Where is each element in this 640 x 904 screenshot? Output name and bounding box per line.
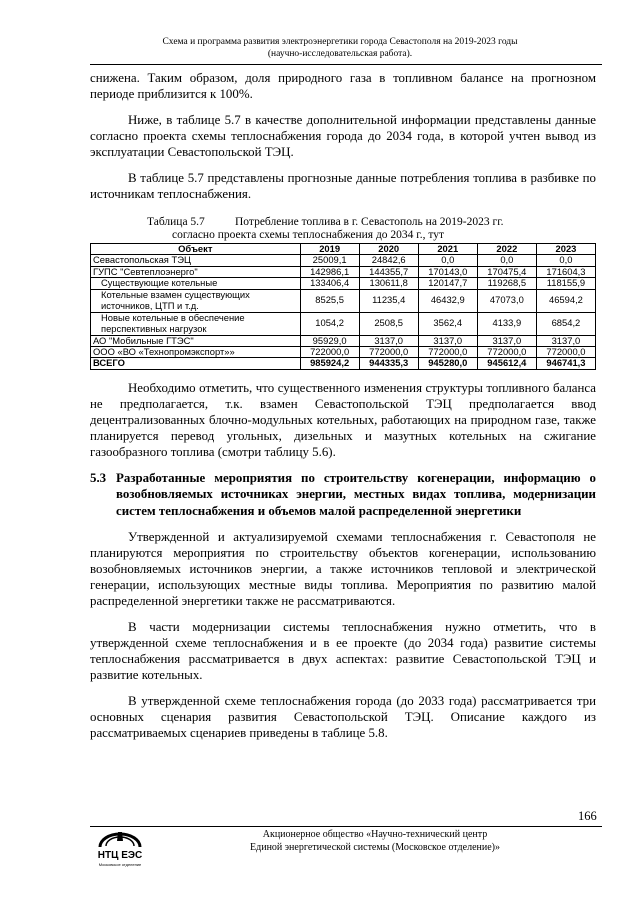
table-caption-label: Таблица 5.7 [147,216,205,228]
table-cell: 142986,1 [300,266,359,277]
table-row [91,347,596,358]
table-cell: 47073,0 [477,289,536,312]
table-cell-object: Существующие котельные [91,278,301,289]
table-cell: 772000,0 [477,347,536,358]
table-caption-line-2: согласно проекта схемы теплоснабжения до 2034 г., тут [172,229,444,241]
footer-line-1: Акционерное общество «Научно-технический центр [262,829,488,840]
table-header-row [91,244,596,255]
table-row [91,255,596,266]
table-header-cell: 2019 [300,244,359,255]
header-line-2: (научно-исследовательская работа). [267,49,413,59]
table-cell: 4133,9 [477,312,536,335]
table-cell: 119268,5 [477,278,536,289]
section-title: Разработанные мероприятия по строительству когенерации, информацию о возобновляемых источниках энергии, местных видах топлива, модернизации систем теплоснабжения и объемов малой распределенной энергетики [116,470,596,518]
table-cell: 944335,3 [359,358,418,369]
table-cell: 945612,4 [477,358,536,369]
table-caption-line-1: Потребление топлива в г. Севастополь на 2019-2023 гг. [235,216,504,228]
table-cell-object: ГУПС "Севтеплоэнерго" [91,266,301,277]
logo-text: НТЦ ЕЭС [97,850,143,861]
table-cell-object: Севастопольская ТЭЦ [91,255,301,266]
table-cell: 24842,6 [359,255,418,266]
page-footer [205,829,545,854]
table-row [91,312,596,335]
table-total-row [91,358,596,369]
table-cell: 46432,9 [418,289,477,312]
table-cell: 133406,4 [300,278,359,289]
table-header-cell: 2020 [359,244,418,255]
table-cell: 120147,7 [418,278,477,289]
table-header-cell: 2021 [418,244,477,255]
section-number: 5.3 [90,470,107,485]
paragraph-5: Утвержденной и актуализируемой схемами теплоснабжения г. Севастополя не планируются мероприятия по строительству объектов когенерации, использованию возобновляемых источников энергии, а также источников тепловой и электрической генерации, использующих местные виды топлива. Мероприятия по развитию малой распределенной энергетики также не рассматриваются. [90,530,596,609]
table-header-cell: 2023 [536,244,595,255]
table-cell: 46594,2 [536,289,595,312]
table-cell: 118155,9 [536,278,595,289]
table-cell: 2508,5 [359,312,418,335]
section-heading [90,470,596,520]
table-cell: 0,0 [536,255,595,266]
table-cell-object: АО "Мобильные ГТЭС" [91,335,301,346]
table-cell-object: Котельные взамен существующих источников, ЦТП и т.д. [91,289,301,312]
table-cell: 772000,0 [418,347,477,358]
table-cell: 3137,0 [359,335,418,346]
table-row [91,266,596,277]
table-caption [90,216,596,242]
table-header-cell: Объект [91,244,301,255]
page-header [90,36,590,60]
table-cell: 772000,0 [536,347,595,358]
table-header-cell: 2022 [477,244,536,255]
table-cell-object: ВСЕГО [91,358,301,369]
table-cell: 25009,1 [300,255,359,266]
paragraph-3: В таблице 5.7 представлены прогнозные данные потребления топлива в разбивке по источникам теплоснабжения. [90,171,596,201]
page-content [90,70,596,741]
paragraph-2: Ниже, в таблице 5.7 в качестве дополнительной информации представлены данные согласно проекта схемы теплоснабжения города до 2034 года, в которой учтен вывод из эксплуатации Севастопольской ТЭЦ. [90,113,596,159]
table-cell: 1054,2 [300,312,359,335]
logo-subtext: Московское отделение [98,862,142,867]
table-row [91,335,596,346]
table-cell: 171604,3 [536,266,595,277]
table-cell: 985924,2 [300,358,359,369]
table-cell: 722000,0 [300,347,359,358]
table-cell-object: Новые котельные в обеспечение перспективных нагрузок [91,312,301,335]
table-row [91,289,596,312]
fuel-consumption-table [90,243,596,370]
table-cell: 945280,0 [418,358,477,369]
table-cell: 8525,5 [300,289,359,312]
header-line-1: Схема и программа развития электроэнергетики города Севастополя на 2019-2023 годы [162,37,518,47]
table-cell: 0,0 [418,255,477,266]
table-cell: 3137,0 [477,335,536,346]
table-cell: 6854,2 [536,312,595,335]
table-cell-object: ООО «ВО «Технопромэкспорт»» [91,347,301,358]
paragraph-7: В утвержденной схеме теплоснабжения города (до 2033 года) рассматривается три основных сценария развития Севастопольской ТЭЦ. Описание каждого из рассматриваемых сценариев приведены в таблице 5.8. [90,694,596,741]
footer-line-2: Единой энергетической системы (Московское отделение)» [250,841,500,853]
paragraph-1: снижена. Таким образом, доля природного газа в топливном балансе на прогнозном периоде приблизится к 100%. [90,71,596,101]
table-cell: 3137,0 [418,335,477,346]
table-cell: 11235,4 [359,289,418,312]
table-cell: 95929,0 [300,335,359,346]
table-cell: 946741,3 [536,358,595,369]
table-cell: 144355,7 [359,266,418,277]
paragraph-6: В части модернизации системы теплоснабжения нужно отметить, что в утвержденной схеме теплоснабжения и в ее проекте (до 2034 года) развитие системы теплоснабжения рассматривается в двух аспектах: развитие Севастопольской ТЭЦ и развитие котельных. [90,620,596,683]
page-number: 166 [578,809,597,823]
table-cell: 3137,0 [536,335,595,346]
header-divider [90,64,602,65]
table-cell: 0,0 [477,255,536,266]
table-cell: 772000,0 [359,347,418,358]
table-cell: 170475,4 [477,266,536,277]
table-cell: 130611,8 [359,278,418,289]
table-row [91,278,596,289]
company-logo-icon [90,829,150,869]
footer-divider [90,826,602,827]
paragraph-4: Необходимо отметить, что существенного изменения структуры топливного баланса не предполагается, т.к. взамен Севастопольской ТЭЦ предполагается ввод децентрализованных блочно-модульных котельных, работающих на природном газе, также планируется перевод угольных, дизельных и мазутных котельных на сжигание газообразного топлива (смотри таблицу 5.6). [90,380,596,459]
table-cell: 170143,0 [418,266,477,277]
table-cell: 3562,4 [418,312,477,335]
